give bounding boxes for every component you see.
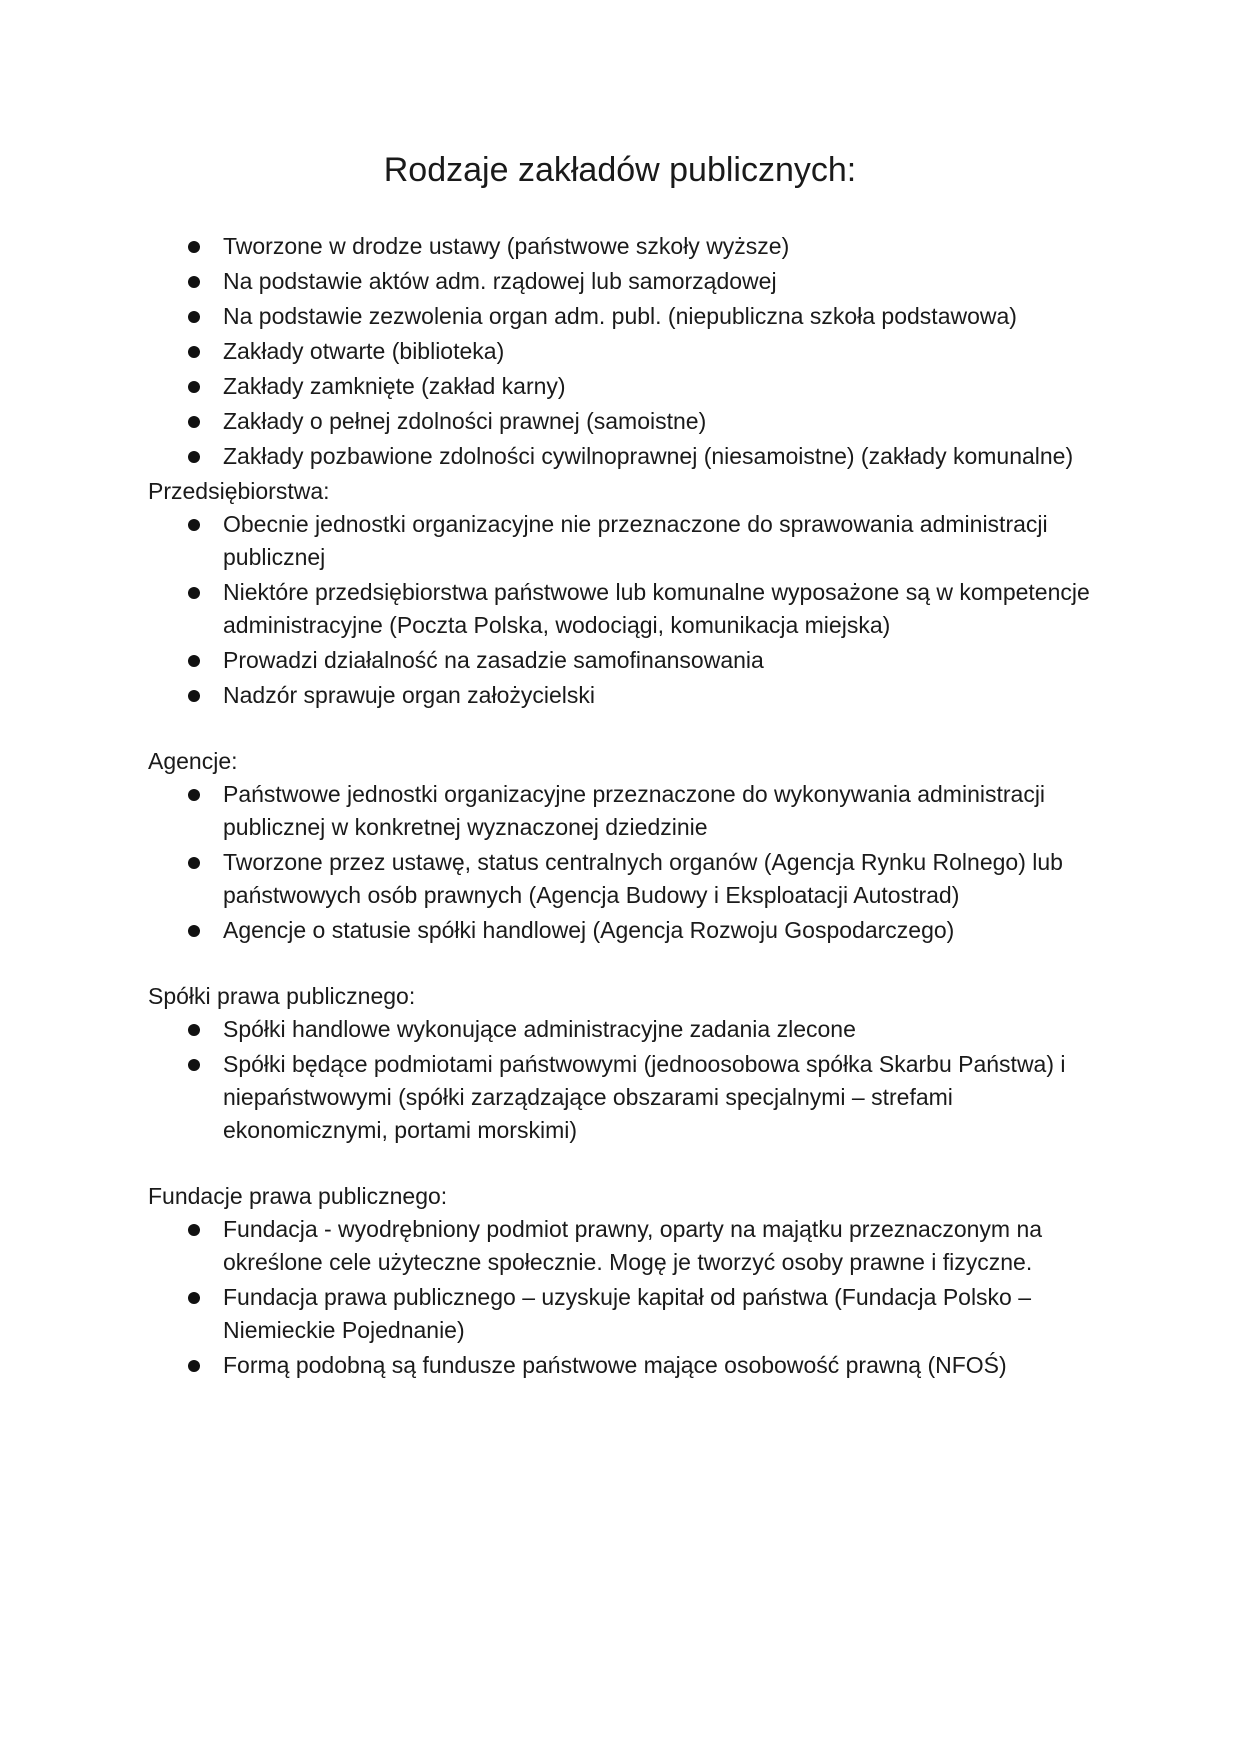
bullet-icon: [188, 655, 200, 667]
list-item-text: Spółki będące podmiotami państwowymi (jednoosobowa spółka Skarbu Państwa) i niepaństwowymi (spółki zarządzające obszarami specjalnymi – strefami ekonomicznymi, portami morskimi): [223, 1051, 1066, 1143]
section-heading: Spółki prawa publicznego:: [148, 983, 416, 1009]
list-item: [148, 300, 1098, 333]
list-item: [148, 914, 1098, 947]
list-item: [148, 265, 1098, 298]
list-item: [148, 644, 1098, 677]
section-heading: Przedsiębiorstwa:: [148, 478, 330, 504]
bullet-icon: [188, 1292, 200, 1304]
list-item: [148, 1213, 1098, 1279]
bullet-icon: [188, 451, 200, 463]
section-list: [148, 508, 1098, 712]
list-item-text: Zakłady o pełnej zdolności prawnej (samoistne): [223, 408, 707, 434]
bullet-icon: [188, 381, 200, 393]
list-item-text: Na podstawie zezwolenia organ adm. publ. (niepubliczna szkoła podstawowa): [223, 303, 1017, 329]
page-title: Rodzaje zakładów publicznych:: [383, 151, 857, 189]
section-agencje: [148, 745, 1098, 947]
section-heading: Agencje:: [148, 748, 238, 774]
section-fundacje: [148, 1180, 1098, 1382]
list-item-text: Państwowe jednostki organizacyjne przeznaczone do wykonywania administracji publicznej w konkretnej wyznaczonej dziedzinie: [223, 781, 1046, 840]
bullet-icon: [188, 690, 200, 702]
list-item-text: Formą podobną są fundusze państwowe mające osobowość prawną (NFOŚ): [223, 1352, 1007, 1378]
bullet-icon: [188, 276, 200, 288]
list-item-text: Agencje o statusie spółki handlowej (Agencja Rozwoju Gospodarczego): [223, 917, 955, 943]
list-item-text: Zakłady zamknięte (zakład karny): [223, 373, 566, 399]
list-item-text: Niektóre przedsiębiorstwa państwowe lub komunalne wyposażone są w kompetencje administracyjne (Poczta Polska, wodociągi, komunikacja miejska): [223, 579, 1090, 638]
list-item-text: Obecnie jednostki organizacyjne nie przeznaczone do sprawowania administracji publicznej: [223, 511, 1048, 570]
list-item: [148, 370, 1098, 403]
list-item-text: Prowadzi działalność na zasadzie samofinansowania: [223, 647, 764, 673]
list-item-text: Fundacja prawa publicznego – uzyskuje kapitał od państwa (Fundacja Polsko – Niemieckie Pojednanie): [223, 1284, 1032, 1343]
list-item-text: Zakłady pozbawione zdolności cywilnoprawnej (niesamoistne) (zakłady komunalne): [223, 443, 1074, 469]
section-spolki: [148, 980, 1098, 1147]
list-item: [148, 508, 1098, 574]
bullet-icon: [188, 857, 200, 869]
section-przedsiebiorstwa: [148, 475, 1098, 712]
bullet-icon: [188, 587, 200, 599]
bullet-icon: [188, 1024, 200, 1036]
list-item-text: Fundacja - wyodrębniony podmiot prawny, oparty na majątku przeznaczonym na określone cele użyteczne społecznie. Mogę je tworzyć osoby prawne i fizyczne.: [223, 1216, 1043, 1275]
bullet-icon: [188, 311, 200, 323]
list-item-text: Nadzór sprawuje organ założycielski: [223, 682, 595, 708]
list-item: [148, 230, 1098, 263]
list-item: [148, 1013, 1098, 1046]
list-item: [148, 778, 1098, 844]
list-item: [148, 1281, 1098, 1347]
list-item-text: Spółki handlowe wykonujące administracyjne zadania zlecone: [223, 1016, 856, 1042]
section-list: [148, 778, 1098, 947]
list-item-text: Tworzone przez ustawę, status centralnych organów (Agencja Rynku Rolnego) lub państwowych osób prawnych (Agencja Budowy i Eksploatacji Autostrad): [223, 849, 1063, 908]
list-item: [148, 576, 1098, 642]
list-item: [148, 1048, 1098, 1147]
list-item: [148, 679, 1098, 712]
bullet-icon: [188, 519, 200, 531]
list-item: [148, 440, 1098, 473]
intro-list: [148, 230, 1098, 473]
bullet-icon: [188, 925, 200, 937]
list-item: [148, 846, 1098, 912]
bullet-icon: [188, 241, 200, 253]
bullet-icon: [188, 1059, 200, 1071]
list-item-text: Zakłady otwarte (biblioteka): [223, 338, 505, 364]
section-heading: Fundacje prawa publicznego:: [148, 1183, 448, 1209]
list-item-text: Tworzone w drodze ustawy (państwowe szkoły wyższe): [223, 233, 790, 259]
list-item-text: Na podstawie aktów adm. rządowej lub samorządowej: [223, 268, 777, 294]
list-item: [148, 335, 1098, 368]
bullet-icon: [188, 346, 200, 358]
bullet-icon: [188, 1360, 200, 1372]
bullet-icon: [188, 1224, 200, 1236]
document-body: [148, 230, 1098, 1415]
section-list: [148, 1013, 1098, 1147]
list-item: [148, 405, 1098, 438]
list-item: [148, 1349, 1098, 1382]
section-list: [148, 1213, 1098, 1382]
bullet-icon: [188, 789, 200, 801]
bullet-icon: [188, 416, 200, 428]
